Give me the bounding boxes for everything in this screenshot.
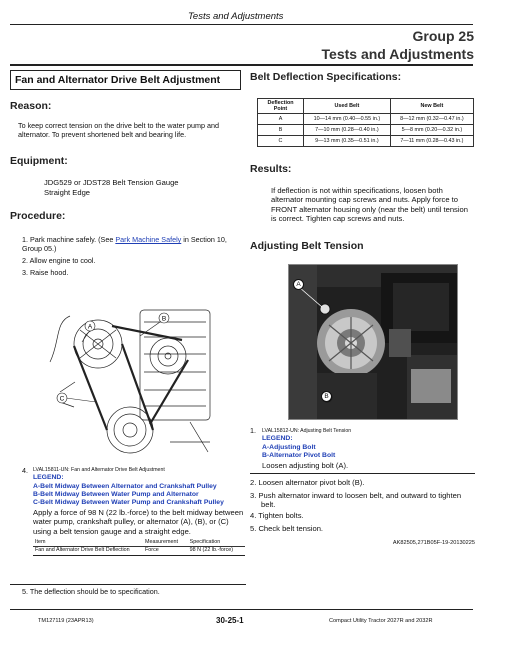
step-text: in Section 10, Group 05.) (22, 235, 227, 253)
equipment-item: JDG529 or JDST28 Belt Tension Gauge (44, 178, 179, 187)
legend-item: A-Belt Midway Between Alternator and Crankshaft Pulley (33, 483, 217, 490)
adjust-step-3: 3. Push alternator inward to loosen belt, and outward to tighten belt. (250, 491, 462, 510)
group-title: Group 25 (412, 28, 474, 44)
legend-label: LEGEND: (33, 474, 64, 481)
reason-heading: Reason: (10, 100, 52, 112)
table-cell: 7—10 mm (0.28—0.40 in.) (304, 125, 391, 136)
step-divider (10, 584, 246, 585)
table-cell: B (258, 125, 304, 136)
section-title: Tests and Adjustments (321, 46, 474, 62)
legend-item: B-Alternator Pivot Bolt (262, 452, 336, 459)
callout-letter: A (296, 281, 301, 288)
force-spec-table (33, 539, 245, 554)
adjust-step-5: 5. Check belt tension. (250, 524, 324, 533)
adjust-step-1-num: 1. (250, 426, 256, 435)
table-header: Measurement (145, 539, 178, 545)
photo-callout-a (293, 279, 304, 290)
legend-item: C-Belt Midway Between Water Pump and Crankshaft Pulley (33, 499, 224, 506)
procedure-heading: Procedure: (10, 210, 66, 222)
header-rule (10, 24, 473, 25)
procedure-step-4-text: Apply a force of 98 N (22 lb.-force) to the belt midway between water pump, crankshaft pulley, or alternator (A), (B), or (C) using a belt tension gauge and a straight edge. (33, 508, 244, 536)
footer-center: 30-25-1 (216, 616, 244, 625)
reason-text: To keep correct tension on the drive belt to the water pump and alternator. To prevent shortened belt and bearing life. (18, 121, 219, 139)
footer-rule (10, 609, 473, 610)
table-cell: 9—13 mm (0.35—0.51 in.) (304, 136, 391, 147)
photo-callout-b (321, 391, 332, 402)
alternator-photo (288, 264, 458, 420)
procedure-step-1 (22, 235, 244, 253)
callout-letter: B (324, 393, 329, 400)
table-cell: Fan and Alternator Drive Belt Deflection (35, 547, 130, 553)
table-row (33, 547, 245, 555)
step-text: 1. Park machine safely. (See (22, 235, 116, 244)
legend-item: A-Adjusting Bolt (262, 444, 316, 451)
procedure-step-5: 5. The deflection should be to specification. (22, 587, 160, 596)
results-text: If deflection is not within specifications, loosen both alternator mounting cap screws and nuts. Apply force to FRONT alternator housing only (near the belt) until tension is correct. Tighten cap screws and nuts. (271, 186, 468, 224)
legend-item: B-Belt Midway Between Water Pump and Alternator (33, 491, 199, 498)
deflection-spec-table (257, 98, 474, 147)
table-cell: A (258, 114, 304, 125)
footer-left: TM127119 (23APR13) (38, 618, 94, 624)
table-header-row (258, 99, 474, 114)
table-header: Deflection Point (258, 99, 304, 114)
table-row (258, 114, 474, 125)
adjust-step-4: 4. Tighten bolts. (250, 511, 304, 520)
table-header-row (33, 539, 245, 547)
procedure-step-2: 2. Allow engine to cool. (22, 256, 96, 265)
equipment-item: Straight Edge (44, 188, 91, 197)
callout-c: C (59, 395, 65, 403)
equipment-heading: Equipment: (10, 155, 68, 167)
adjust-step-1-text: Loosen adjusting bolt (A). (262, 461, 349, 470)
table-cell: 7—11 mm (0.28—0.43 in.) (390, 136, 473, 147)
callout-b: B (161, 315, 167, 323)
legend-label: LEGEND: (262, 435, 293, 442)
step-divider (250, 473, 475, 474)
reference-code: AK82505,271B05F-19-20130225 (392, 540, 475, 546)
table-header: Item (35, 539, 46, 545)
park-machine-safely-link[interactable]: Park Machine Safely (115, 235, 182, 244)
table-row (258, 136, 474, 147)
figure-caption: LVAL15811-UN: Fan and Alternator Drive Belt Adjustment (33, 467, 165, 473)
table-cell: 98 N (22 lb.-force) (189, 547, 234, 553)
table-cell: Force (145, 547, 159, 553)
table-cell: 8—12 mm (0.32—0.47 in.) (390, 114, 473, 125)
table-header: Used Belt (304, 99, 391, 114)
table-cell: C (258, 136, 304, 147)
procedure-step-3: 3. Raise hood. (22, 268, 69, 277)
table-bottom-rule (33, 555, 245, 556)
photo-caption: LVAL15812-UN: Adjusting Belt Tension (262, 428, 352, 434)
table-header: Specification (189, 539, 221, 545)
callout-a: A (87, 323, 93, 331)
procedure-box-title: Fan and Alternator Drive Belt Adjustment (10, 70, 241, 90)
procedure-step-4-num: 4. (22, 466, 28, 475)
engine-belt-drawing (40, 302, 222, 462)
table-row (258, 125, 474, 136)
results-heading: Results: (250, 163, 292, 175)
section-rule (10, 64, 473, 66)
spec-heading: Belt Deflection Specifications: (250, 71, 402, 83)
footer-right: Compact Utility Tractor 2027R and 2032R (329, 618, 433, 624)
adjust-heading: Adjusting Belt Tension (250, 240, 364, 252)
running-title: Tests and Adjustments (188, 11, 284, 22)
table-cell: 5—8 mm (0.20—0.32 in.) (390, 125, 473, 136)
table-header: New Belt (390, 99, 473, 114)
adjust-step-2: 2. Loosen alternator pivot bolt (B). (250, 478, 365, 487)
table-cell: 10—14 mm (0.40—0.55 in.) (304, 114, 391, 125)
